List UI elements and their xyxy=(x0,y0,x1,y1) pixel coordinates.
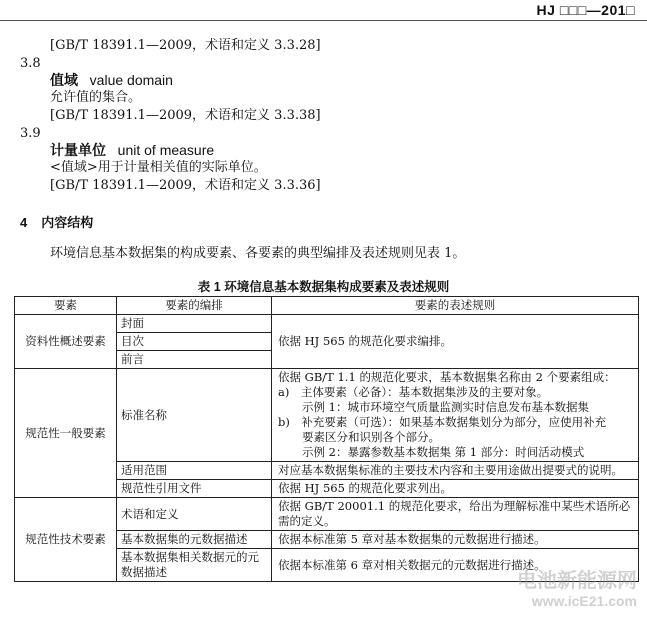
header-rule xyxy=(0,20,647,21)
term-3-8-title xyxy=(50,72,173,88)
rule-normative-refs: 依据 HJ 565 的规范化要求列出。 xyxy=(272,480,639,498)
item-terms-definitions: 术语和定义 xyxy=(117,498,272,531)
col-header-arrangement: 要素的编排 xyxy=(117,297,272,315)
term-3-8-ref: [GB/T 18391.1—2009，术语和定义 3.3.38] xyxy=(50,108,321,123)
term-3-9-title xyxy=(50,142,214,158)
table-row xyxy=(15,369,639,462)
table-caption: 表 1 环境信息基本数据集构成要素及表述规则 xyxy=(197,280,450,294)
term-3-9-en: unit of measure xyxy=(117,142,215,158)
rule-line: 示例 1：城市环境空气质量监测实时信息发布基本数据集 xyxy=(302,400,589,414)
item-normative-refs: 规范性引用文件 xyxy=(117,480,272,498)
watermark xyxy=(517,571,637,611)
term-3-9-number: 3.9 xyxy=(20,126,41,141)
table-row xyxy=(15,315,639,333)
group-normative-general-name: 规范性一般要素 xyxy=(15,369,117,498)
item-cover: 封面 xyxy=(117,315,272,333)
rule-line: b) 补充要素（可选）：如果基本数据集划分为部分，应使用补充 xyxy=(278,415,607,429)
rule-line: 依据 GB/T 1.1 的规范化要求，基本数据集名称由 2 个要素组成： xyxy=(278,370,616,384)
term-3-8-zh: 值域 xyxy=(50,72,78,88)
structure-table xyxy=(14,296,639,582)
section-4-intro: 环境信息基本数据集的构成要素、各要素的典型编排及表述规则见表 1。 xyxy=(50,246,466,261)
group-informative-name: 资料性概述要素 xyxy=(15,315,117,369)
rule-data-element-metadata: 依据本标准第 6 章对相关数据元的元数据进行描述。 xyxy=(272,549,639,582)
rule-line: 要素区分和识别各个部分。 xyxy=(302,430,440,444)
section-4-number: 4 xyxy=(20,215,28,230)
term-ref-top: [GB/T 18391.1—2009，术语和定义 3.3.28] xyxy=(50,38,321,53)
item-toc: 目次 xyxy=(117,333,272,351)
rule-line: 示例 2：暴露参数基本数据集 第 1 部分：时间活动模式 xyxy=(302,445,585,459)
term-3-9-ref: [GB/T 18391.1—2009，术语和定义 3.3.36] xyxy=(50,178,321,193)
col-header-element: 要素 xyxy=(15,297,117,315)
item-dataset-metadata: 基本数据集的元数据描述 xyxy=(117,531,272,549)
rule-scope: 对应基本数据集标准的主要技术内容和主要用途做出提要式的说明。 xyxy=(272,462,639,480)
rule-dataset-metadata: 依据本标准第 5 章对基本数据集的元数据进行描述。 xyxy=(272,531,639,549)
watermark-line1: 电池新能源网 xyxy=(517,570,637,592)
table-header-row xyxy=(15,297,639,315)
rule-line: a) 主体要素（必备）：基本数据集涉及的主要对象。 xyxy=(278,385,549,399)
term-3-9-def: <值域>用于计量相关值的实际单位。 xyxy=(50,160,267,175)
table-row xyxy=(15,498,639,531)
term-3-8-def: 允许值的集合。 xyxy=(50,90,142,105)
rule-standard-name xyxy=(272,369,639,462)
group-normative-technical-name: 规范性技术要素 xyxy=(15,498,117,582)
item-data-element-metadata: 基本数据集相关数据元的元数据描述 xyxy=(117,549,272,582)
rule-terms-definitions: 依据 GB/T 20001.1 的规范化要求，给出为理解标准中某些术语所必需的定义。 xyxy=(272,498,639,531)
term-3-8-en: value domain xyxy=(89,72,173,88)
term-3-9-zh: 计量单位 xyxy=(50,142,106,158)
rule-informative: 依据 HJ 565 的规范化要求编排。 xyxy=(272,315,639,369)
watermark-line2: www.icE21.com xyxy=(531,593,637,609)
term-3-8-number: 3.8 xyxy=(20,56,41,71)
section-4-heading xyxy=(20,212,93,231)
item-standard-name: 标准名称 xyxy=(117,369,272,462)
section-4-title: 内容结构 xyxy=(41,215,94,230)
item-foreword: 前言 xyxy=(117,351,272,369)
header-code: HJ □□□—201□ xyxy=(536,2,635,18)
col-header-rule: 要素的表述规则 xyxy=(272,297,639,315)
item-scope: 适用范围 xyxy=(117,462,272,480)
